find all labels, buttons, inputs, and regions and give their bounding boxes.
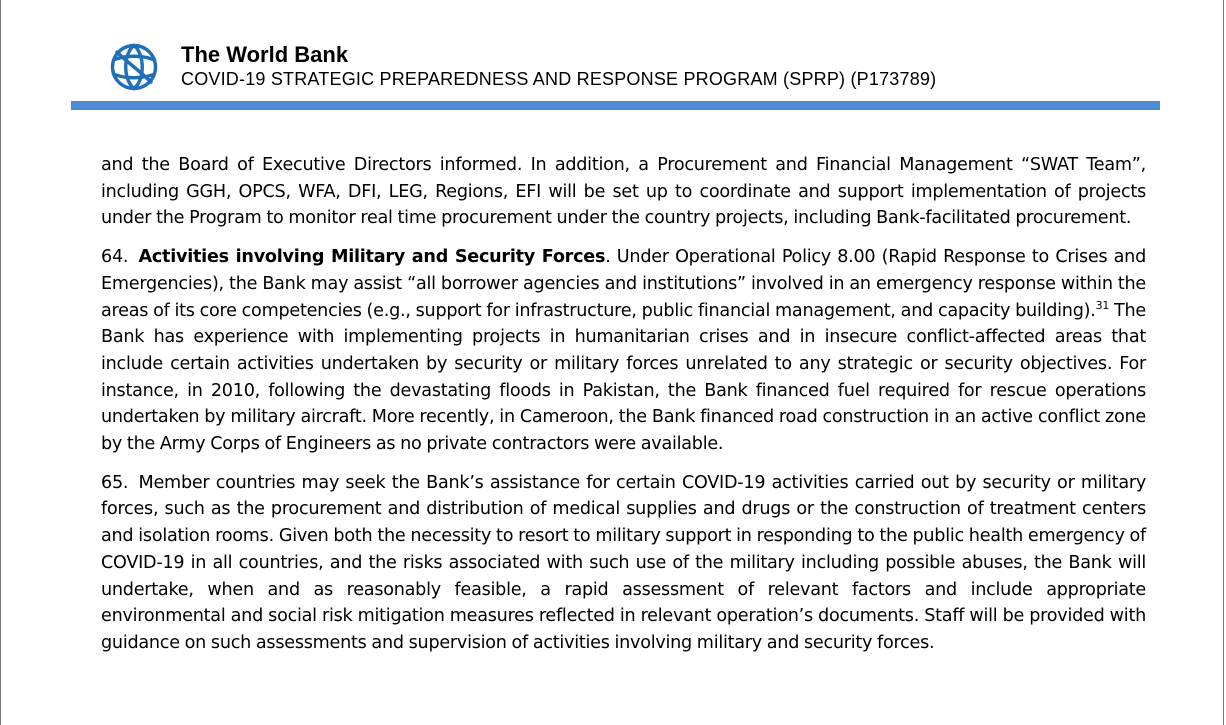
world-bank-globe-icon <box>109 42 159 92</box>
paragraph-text-continued: The Bank has experience with implementing projects in humanitarian crises and in insecure conflict-affected areas that include certain activities undertaken by security or military forces unrelated to any strategic or security objectives. For instance, in 2010, following the devastating floods in Pakistan, the Bank financed fuel required for rescue operations undertaken by military aircraft. More recently, in Cameroon, the Bank financed road construction in an active conflict zone by the Army Corps of Engineers as no private contractors were available. <box>101 300 1146 455</box>
footnote-reference[interactable]: 31 <box>1095 298 1110 312</box>
paragraph-text: Member countries may seek the Bank’s assistance for certain COVID-19 activities carried out by security or military forces, such as the procurement and distribution of medical supplies and drugs or the construction of treatment centers and isolation rooms. Given both the necessity to resort to military support in responding to the public health emergency of COVID-19 in all countries, and the risks associated with such use of the military including possible abuses, the Bank will undertake, when and as reasonably feasible, a rapid assessment of relevant factors and include appropriate environmental and social risk mitigation measures reflected in relevant operation’s documents. Staff will be provided with guidance on such assessments and supervision of activities involving military and security forces. <box>101 472 1146 653</box>
paragraph-number: 65. <box>101 472 129 493</box>
header-divider-bar <box>71 101 1160 110</box>
paragraph-63-continuation: and the Board of Executive Directors informed. In addition, a Procurement and Financial Management “SWAT Team”, including GGH, OPCS, WFA, DFI, LEG, Regions, EFI will be set up to coordinate and support implementation of projects under the Program to monitor real time procurement under the country projects, including Bank-facilitated procurement. <box>101 155 1146 229</box>
paragraph-65 <box>101 470 1146 657</box>
document-body <box>101 152 1146 669</box>
program-title: COVID-19 STRATEGIC PREPAREDNESS AND RESPONSE PROGRAM (SPRP) (P173789) <box>181 69 937 89</box>
paragraph-text: . Under Operational Policy 8.00 (Rapid Response to Crises and Emergencies), the Bank may assist “all borrower agencies and institutions” involved in an emergency response within the areas of its core competencies (e.g., support for infrastructure, public financial management, and capacity building). <box>101 247 1146 321</box>
organization-name: The World Bank <box>181 42 349 67</box>
paragraph-number: 64. <box>101 247 129 268</box>
header-titles <box>181 42 936 90</box>
paragraph-64 <box>101 244 1146 458</box>
paragraph-heading: Activities involving Military and Security Forces <box>138 247 606 268</box>
